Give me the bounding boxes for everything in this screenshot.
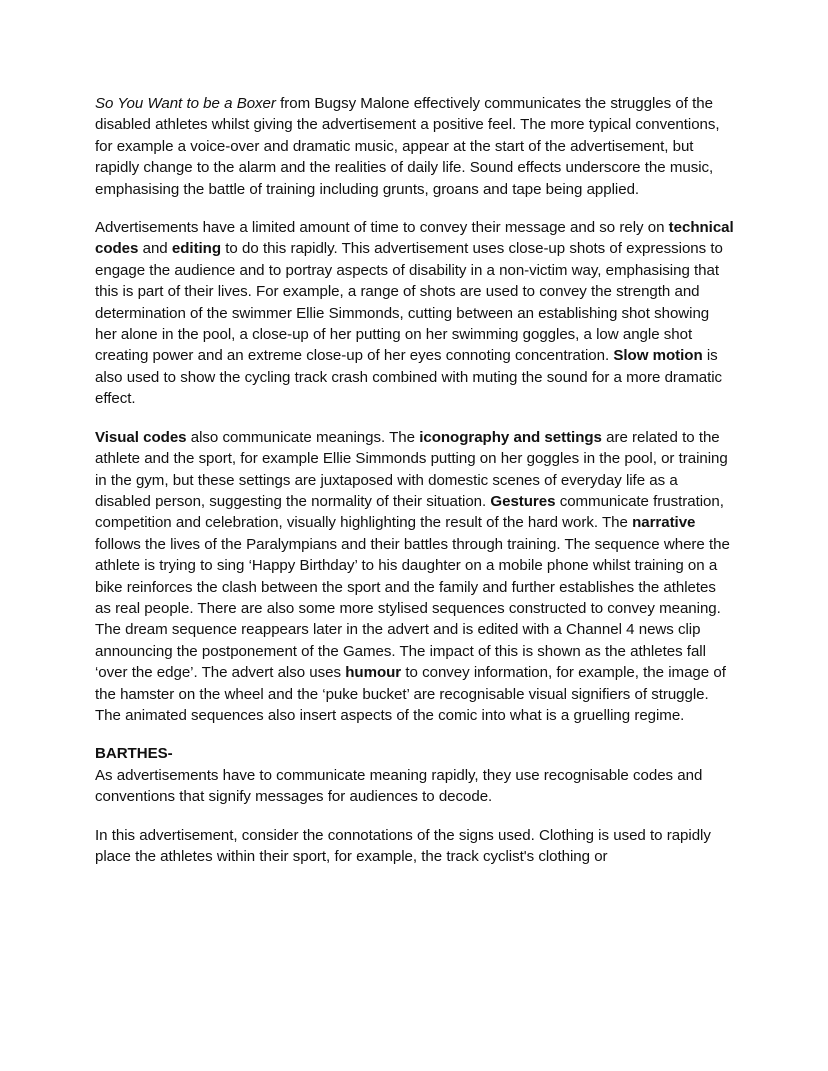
term-narrative: narrative [632, 514, 696, 532]
term-iconography-and-settings: iconography and settings [419, 428, 602, 446]
paragraph-2 [95, 217, 735, 410]
paragraph-4-text: As advertisements have to communicate meaning rapidly, they use recognisable codes and conventions that signify messages for audiences to decode. [95, 766, 703, 806]
paragraph-5 [95, 825, 735, 868]
paragraph-1-text: from Bugsy Malone effectively communicates the struggles of the disabled athletes whilst giving the advertisement a positive feel. The more typical conventions, for example a voice-over and dramatic music, appear at the start of the advertisement, but rapidly change to the alarm and the realities of daily life. Sound effects underscore the music, emphasising the battle of training including grunts, groans and tape being applied. [95, 95, 720, 198]
paragraph-2-text-d: is also used to show the cycling track crash combined with muting the sound for a more dramatic effect. [95, 347, 723, 408]
term-slow-motion: Slow motion [613, 347, 703, 365]
paragraph-3-text-e: to convey information, for example, the image of the hamster on the wheel and the ‘puke bucket’ are recognisable visual signifiers of struggle. The animated sequences also insert aspects of the comic into what is a gruelling regime. [95, 664, 726, 724]
term-editing: editing [171, 240, 222, 258]
paragraph-2-text-a: Advertisements have a limited amount of time to convey their message and so rely on [95, 219, 669, 237]
paragraph-3-text-a: also communicate meanings. The [186, 428, 420, 446]
term-gestures: Gestures [490, 492, 556, 510]
paragraph-3 [95, 427, 735, 727]
paragraph-3-text-c: communicate frustration, competition and celebration, visually highlighting the result of the hard work. The [95, 492, 724, 532]
paragraph-5-text: In this advertisement, consider the connotations of the signs used. Clothing is used to rapidly place the athletes within their sport, for example, the track cyclist's clothing or [95, 826, 711, 865]
term-humour: humour [345, 664, 402, 682]
section-heading-barthes: BARTHES- [95, 745, 173, 763]
paragraph-3-text-b: are related to the athlete and the sport, for example Ellie Simmonds putting on her goggles in the pool, or training in the gym, but these settings are juxtaposed with domestic scenes of everyday life as a disabled person, suggesting the normality of their situation. [95, 428, 728, 510]
paragraph-3-text-d: follows the lives of the Paralympians and their battles through training. The sequence where the athlete is trying to sing ‘Happy Birthday’ to his daughter on a mobile phone whilst training on a bike reinforces the clash between the sport and the family and further establishes the athletes as real people. There are also some more stylised sequences constructed to convey meaning. The dream sequence reappears later in the advert and is edited with a Channel 4 news clip announcing the postponement of the Games. The impact of this is shown as the athletes fall ‘over the edge’. The advert also uses [95, 535, 730, 682]
paragraph-2-text-b: and [138, 240, 172, 258]
media-text-title: So You Want to be a Boxer [95, 95, 276, 112]
term-visual-codes: Visual codes [95, 428, 187, 446]
paragraph-4 [95, 743, 735, 807]
document-body [95, 93, 735, 867]
paragraph-2-text-c: to do this rapidly. This advertisement uses close-up shots of expressions to engage the audience and to portray aspects of disability in a non-victim way, emphasising that this is part of their lives. For example, a range of shots are used to convey the strength and determination of the swimmer Ellie Simmonds, cutting between an establishing shot showing her alone in the pool, a close-up of her putting on her swimming goggles, a low angle shot creating power and an extreme close-up of her eyes connoting concentration. [95, 240, 723, 365]
paragraph-1 [95, 93, 735, 200]
term-technical-codes: technical codes [95, 219, 734, 258]
